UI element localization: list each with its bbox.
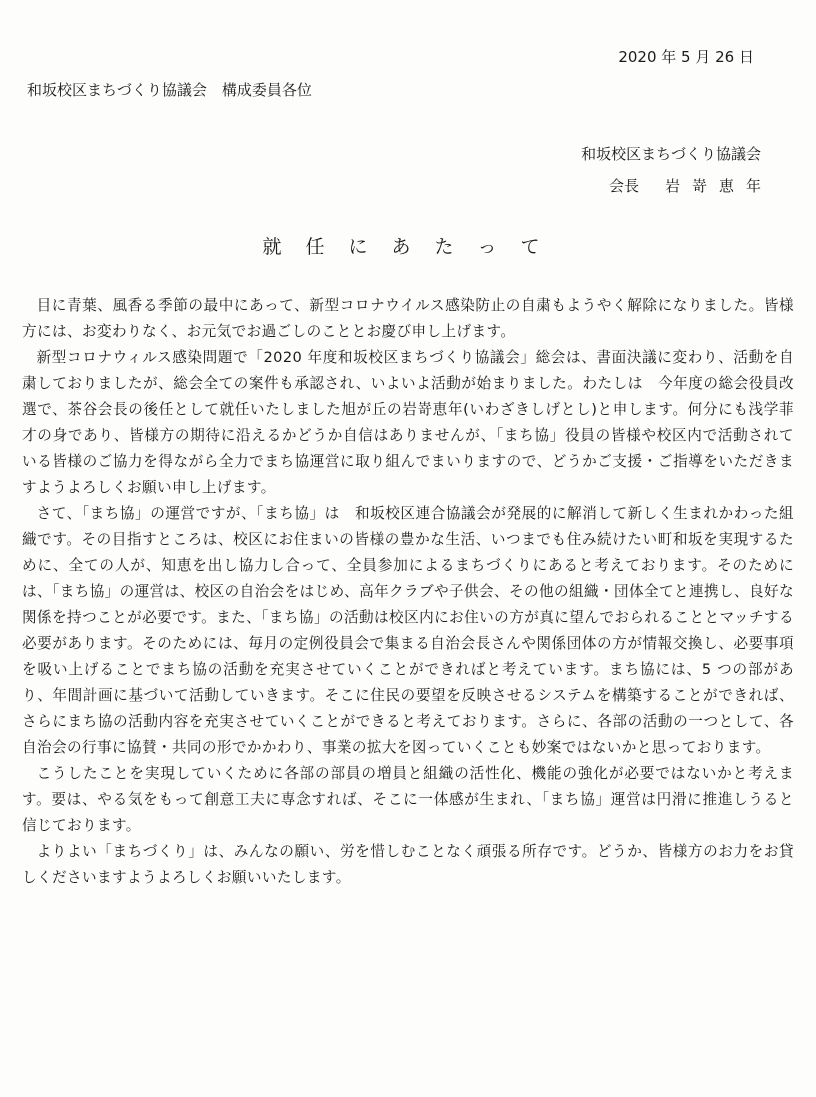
- letter-recipient: 和坂校区まちづくり協議会 構成委員各位: [27, 81, 312, 99]
- sender-signature: [608, 175, 773, 196]
- body-paragraph-5: よりよい「まちづくり」は、みんなの願い、労を惜しむことなく頑張る所存です。どうか、皆様方のお力をお貸しくださいますようよろしくお願いいたします。: [22, 843, 794, 886]
- body-paragraph-3: さて、「まち協」の運営ですが、「まち協」は 和坂校区連合協議会が発展的に解消して新しく生まれかわった組織です。その目指すところは、校区にお住まいの皆様の豊かな生活、いつまでも住み続けたい町和坂を実現するために、全ての人が、知恵を出し協力し合って、全員参加によるまちづくりにあると考えております。そのためには、「まち協」の運営は、校区の自治会をはじめ、高年クラブや子供会、その他の組織・団体全てと連携し、良好な関係を持つことが必要です。また、「まち協」の活動は校区内にお住いの方が真に望んでおられることとマッチする必要があります。そのためには、毎月の定例役員会で集まる自治会長さんや関係団体の方が情報交換し、必要事項を吸い上げることでまち協の活動を充実させていくことができればと考えています。まち協には、5 つの部があり、年間計画に基づいて活動していきます。そこに住民の要望を反映させるシステムを構築することができれば、さらにまち協の活動内容を充実させていくことができると考えております。さらに、各部の活動の一つとして、各自治会の行事に協賛・共同の形でかかわり、事業の拡大を図っていくことも妙案ではないかと思っております。: [22, 505, 794, 756]
- body-paragraph-2: 新型コロナウィルス感染問題で「2020 年度和坂校区まちづくり協議会」総会は、書面決議に変わり、活動を自粛しておりましたが、総会全ての案件も承認され、いよいよ活動が始まりました。わたしは 今年度の総会役員改選で、茶谷会長の後任として就任いたしました旭が丘の岩嵜恵年(いわざきしげとし)と申します。何分にも浅学菲才の身であり、皆様方の期待に沿えるかどうか自信はありませんが、「まち協」役員の皆様や校区内で活動されている皆様のご協力を得ながら全力でまち協運営に取り組んでまいりますので、どうかご支援・ご指導をいただきますようよろしくお願い申し上げます。: [22, 349, 794, 496]
- letter-body: [22, 293, 794, 891]
- body-paragraph-1: 目に青葉、風香る季節の最中にあって、新型コロナウイルス感染防止の自粛もようやく解除になりました。皆様方には、お変わりなく、お元気でお過ごしのこととお慶び申し上げます。: [22, 297, 794, 340]
- letter-title: 就任にあたって: [262, 236, 564, 258]
- body-paragraph-4: こうしたことを実現していくために各部の部員の増員と組織の活性化、機能の強化が必要ではないかと考えます。要は、やる気をもって創意工夫に専念すれば、そこに一体感が生まれ、「まち協」運営は円滑に推進しうると信じております。: [22, 765, 794, 834]
- letter-date: 2020 年 5 月 26 日: [618, 48, 754, 66]
- sender-name: 岩嵜恵年: [664, 177, 773, 195]
- sender-role: 会長: [608, 177, 639, 195]
- sender-organization: 和坂校区まちづくり協議会: [581, 145, 761, 163]
